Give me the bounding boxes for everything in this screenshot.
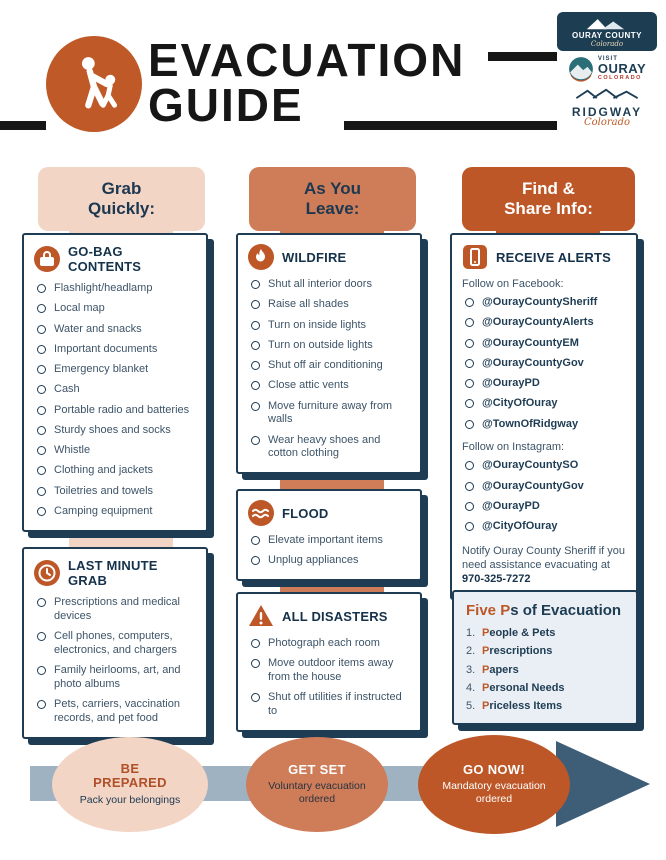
bullet-icon: [251, 402, 260, 411]
tab-info-line1: Find &: [522, 178, 575, 198]
list-item: [37, 698, 196, 726]
instagram-label: Follow on Instagram:: [462, 441, 565, 454]
bullet-icon: [37, 385, 46, 394]
title-rule-left: [0, 121, 46, 130]
bullet-icon: [37, 325, 46, 334]
flood-title: FLOOD: [282, 505, 329, 521]
water-waves-icon: [248, 500, 274, 526]
list-item: [37, 596, 196, 624]
list-item-text: Elevate important items: [268, 534, 383, 546]
go-bag-list: [34, 282, 196, 519]
list-item-text: Shut off air conditioning: [268, 359, 383, 371]
last-minute-title: LAST MINUTE GRAB: [68, 558, 158, 588]
five-ps-item-number: 3.: [466, 663, 476, 676]
ouray-county-logo-state: Colorado: [590, 40, 624, 48]
five-ps-item-number: 4.: [466, 681, 476, 694]
page-title-line1: EVACUATION: [148, 34, 466, 86]
list-item: [37, 505, 196, 519]
tab-grab-line1: Grab: [101, 178, 142, 198]
five-ps-item-letter: P: [482, 700, 490, 713]
list-item: [251, 319, 410, 333]
list-item-text: Portable radio and batteries: [54, 403, 190, 416]
wildfire-card: [236, 233, 422, 474]
bullet-icon: [37, 406, 46, 415]
five-ps-item-text: ersonal Needs: [489, 681, 565, 694]
ridgway-logo: [572, 87, 642, 129]
partner-logos: [556, 12, 658, 129]
visit-ouray-logo-state: COLORADO: [597, 75, 642, 82]
all-disasters-title: ALL DISASTERS: [282, 608, 388, 624]
go-bag-contents-card: [22, 233, 208, 532]
list-item-text: Wear heavy shoes and cotton clothing: [268, 433, 381, 460]
five-ps-box: [452, 590, 638, 725]
title-rule-top: [488, 52, 557, 61]
list-item-text: Local map: [54, 302, 105, 315]
ouray-county-logo: [557, 12, 657, 51]
five-ps-item-text: apers: [489, 663, 519, 676]
list-item-text: Whistle: [54, 444, 91, 456]
bullet-icon: [251, 381, 260, 390]
five-ps-title-p: P: [500, 602, 511, 619]
list-item: [251, 534, 410, 548]
bullet-icon: [37, 446, 46, 455]
bullet-icon: [37, 598, 46, 607]
social-handle: [465, 500, 626, 514]
social-handle-text: @OurayCountyGov: [482, 479, 584, 492]
list-item-text: Raise all shades: [268, 298, 349, 311]
bullet-icon: [251, 556, 260, 565]
list-item-text: Important documents: [54, 342, 158, 355]
step-get-set-subtitle: Voluntary evacuation ordered: [268, 780, 366, 806]
social-handle-text: @CityOfOuray: [482, 520, 558, 532]
evacuation-people-icon: [60, 50, 128, 118]
bullet-icon: [465, 502, 474, 511]
bullet-icon: [465, 482, 474, 491]
bullet-icon: [37, 666, 46, 675]
social-handle-text: @OurayPD: [482, 499, 540, 512]
bullet-icon: [37, 487, 46, 496]
list-item-text: Clothing and jackets: [54, 464, 154, 477]
facebook-handles-list: [462, 296, 626, 431]
social-handle-text: @OurayCountyAlerts: [482, 316, 594, 329]
last-minute-grab-card: [22, 547, 208, 739]
bullet-icon: [37, 632, 46, 641]
step-go-now-subtitle: Mandatory evacuation ordered: [442, 780, 546, 806]
step-be-prepared: [52, 737, 208, 832]
list-item-text: Flashlight/headlamp: [54, 282, 153, 294]
bullet-icon: [37, 284, 46, 293]
visit-ouray-logo: [568, 56, 646, 82]
list-item-text: Camping equipment: [54, 504, 153, 517]
five-ps-list: [466, 626, 624, 713]
warning-triangle-icon: [248, 603, 274, 629]
list-item-text: Move outdoor items away from the house: [268, 657, 394, 683]
five-ps-item: [466, 681, 624, 695]
five-ps-item-text: rescriptions: [489, 645, 553, 658]
social-handle: [465, 459, 626, 473]
bullet-icon: [37, 426, 46, 435]
bullet-icon: [251, 536, 260, 545]
five-ps-item: [466, 663, 624, 677]
bullet-icon: [37, 345, 46, 354]
flood-card: [236, 489, 422, 581]
social-handle: [465, 397, 626, 411]
ridgway-logo-state: Colorado: [583, 117, 631, 129]
list-item: [37, 343, 196, 357]
social-handle: [465, 520, 626, 534]
bullet-icon: [37, 304, 46, 313]
five-ps-item-number: 2.: [466, 645, 476, 658]
list-item: [251, 554, 410, 568]
list-item-text: Turn on inside lights: [268, 318, 367, 331]
receive-alerts-title: RECEIVE ALERTS: [496, 249, 612, 265]
list-item-text: Close attic vents: [268, 379, 349, 392]
list-item-text: Family heirlooms, art, and photo albums: [54, 664, 181, 690]
list-item: [37, 404, 196, 418]
bullet-icon: [251, 280, 260, 289]
mountains-icon: [580, 16, 634, 30]
bullet-icon: [37, 466, 46, 475]
bullet-icon: [251, 639, 260, 648]
flood-list: [248, 534, 410, 568]
tab-grab-line2: Quickly:: [87, 199, 156, 218]
page-title: [148, 34, 466, 132]
five-ps-item: [466, 699, 624, 713]
list-item: [251, 400, 410, 428]
notify-sheriff-text: [462, 544, 626, 587]
sheriff-phone-number: 970-325-7272: [462, 573, 531, 586]
list-item-text: Unplug appliances: [268, 554, 359, 567]
bullet-icon: [465, 461, 474, 470]
flame-icon: [248, 244, 274, 270]
bullet-icon: [251, 659, 260, 668]
wildfire-list: [248, 278, 410, 461]
bullet-icon: [465, 399, 474, 408]
evacuation-brand-circle: [46, 36, 142, 132]
list-item: [251, 637, 410, 651]
list-item: [37, 302, 196, 316]
visit-ouray-badge-icon: [568, 56, 594, 82]
tab-leave-line1: As You: [304, 178, 361, 198]
list-item-text: Water and snacks: [54, 322, 142, 335]
list-item: [251, 657, 410, 685]
bullet-icon: [465, 298, 474, 307]
social-handle-text: @OurayPD: [482, 377, 540, 389]
five-ps-item: [466, 644, 624, 658]
social-handle: [465, 316, 626, 330]
step-be-prepared-subtitle: Pack your belongings: [79, 793, 181, 806]
five-ps-title: [466, 602, 624, 619]
list-item: [251, 298, 410, 312]
five-ps-item-letter: P: [482, 663, 490, 676]
social-handle-text: @OurayCountySheriff: [482, 296, 598, 308]
social-handle: [465, 357, 626, 371]
five-ps-title-five: Five: [466, 602, 501, 619]
go-bag-icon: [34, 246, 60, 272]
list-item-text: Photograph each room: [268, 637, 380, 649]
five-ps-item-text: eople & Pets: [489, 627, 556, 639]
five-ps-title-rest: s of Evacuation: [510, 602, 622, 619]
list-item: [37, 424, 196, 438]
list-item: [251, 434, 410, 462]
timeline-arrow-head: [556, 741, 650, 827]
tab-leave-line2: Leave:: [305, 199, 360, 218]
list-item: [37, 363, 196, 377]
social-handle-text: @OurayCountyGov: [482, 356, 584, 369]
visit-ouray-logo-name: OURAY: [597, 61, 647, 77]
title-rule-right: [344, 121, 557, 130]
five-ps-item-number: 5.: [466, 700, 476, 713]
step-get-set-title: GET SET: [288, 761, 346, 777]
social-handle-text: @CityOfOuray: [482, 397, 558, 410]
facebook-label: Follow on Facebook:: [462, 278, 564, 290]
bullet-icon: [251, 436, 260, 445]
instagram-handles-list: [462, 459, 626, 534]
page-title-line2: GUIDE: [148, 79, 304, 132]
bullet-icon: [465, 379, 474, 388]
five-ps-item-text: riceless Items: [489, 700, 563, 713]
five-ps-item-letter: P: [482, 681, 490, 694]
list-item: [37, 383, 196, 397]
five-ps-item: [466, 626, 624, 640]
bullet-icon: [251, 693, 260, 702]
list-item-text: Prescriptions and medical devices: [54, 596, 180, 622]
mobile-phone-icon: [462, 244, 488, 270]
tab-find-share-info: [462, 167, 635, 231]
list-item: [251, 379, 410, 393]
list-item-text: Shut all interior doors: [268, 278, 372, 290]
bullet-icon: [465, 318, 474, 327]
tab-as-you-leave: [249, 167, 416, 231]
go-bag-title: GO-BAG CONTENTS: [68, 244, 142, 274]
last-minute-list: [34, 596, 196, 726]
all-disasters-card: [236, 592, 422, 732]
list-item: [251, 691, 410, 719]
social-handle: [465, 480, 626, 494]
bullet-icon: [465, 420, 474, 429]
wildfire-title: WILDFIRE: [282, 249, 347, 265]
notify-text: Notify Ouray County Sheriff if you need assistance evacuating at: [462, 544, 626, 572]
social-handle-text: @OurayCountyEM: [482, 336, 579, 349]
list-item: [37, 444, 196, 458]
list-item-text: Emergency blanket: [54, 363, 149, 375]
bullet-icon: [37, 507, 46, 516]
bullet-icon: [465, 339, 474, 348]
step-go-now-title: GO NOW!: [462, 761, 526, 777]
list-item-text: Pets, carriers, vaccination records, and pet food: [54, 698, 180, 724]
all-disasters-list: [248, 637, 410, 719]
list-item: [37, 664, 196, 692]
list-item-text: Turn on outside lights: [268, 338, 373, 351]
social-handle: [465, 337, 626, 351]
bullet-icon: [37, 365, 46, 374]
bullet-icon: [251, 300, 260, 309]
step-get-set: [246, 737, 388, 832]
bullet-icon: [37, 700, 46, 709]
ouray-county-logo-name: OURAY COUNTY: [571, 31, 642, 40]
bullet-icon: [251, 361, 260, 370]
list-item-text: Sturdy shoes and socks: [54, 423, 171, 436]
visit-ouray-logo-visit: VISIT: [597, 56, 618, 63]
five-ps-item-number: 1.: [466, 627, 476, 639]
list-item: [37, 464, 196, 478]
list-item: [37, 323, 196, 337]
social-handle: [465, 377, 626, 391]
bullet-icon: [465, 359, 474, 368]
ridgway-logo-name: RIDGWAY: [571, 104, 643, 119]
list-item: [37, 282, 196, 296]
tab-info-line2: Share Info:: [504, 199, 593, 218]
bullet-icon: [465, 522, 474, 531]
step-go-now: [418, 735, 570, 834]
social-handle: [465, 296, 626, 310]
list-item-text: Cash: [54, 383, 80, 396]
bullet-icon: [251, 341, 260, 350]
list-item: [37, 630, 196, 658]
list-item: [37, 485, 196, 499]
social-handle: [465, 418, 626, 432]
clock-icon: [34, 560, 60, 586]
list-item-text: Shut off utilities if instructed to: [268, 691, 402, 717]
bullet-icon: [251, 321, 260, 330]
list-item: [251, 339, 410, 353]
step-be-prepared-title: BE PREPARED: [93, 761, 167, 791]
list-item: [251, 278, 410, 292]
list-item-text: Cell phones, computers, electronics, and chargers: [54, 630, 177, 656]
social-handle-text: @OurayCountySO: [482, 459, 579, 472]
five-ps-item-letter: P: [482, 627, 490, 639]
list-item-text: Move furniture away from walls: [268, 399, 393, 426]
receive-alerts-card: [450, 233, 638, 600]
five-ps-item-letter: P: [482, 645, 490, 658]
ridge-line-icon: [572, 87, 642, 100]
list-item: [251, 359, 410, 373]
tab-grab-quickly: [38, 167, 205, 231]
list-item-text: Toiletries and towels: [54, 484, 154, 497]
social-handle-text: @TownOfRidgway: [482, 417, 579, 430]
